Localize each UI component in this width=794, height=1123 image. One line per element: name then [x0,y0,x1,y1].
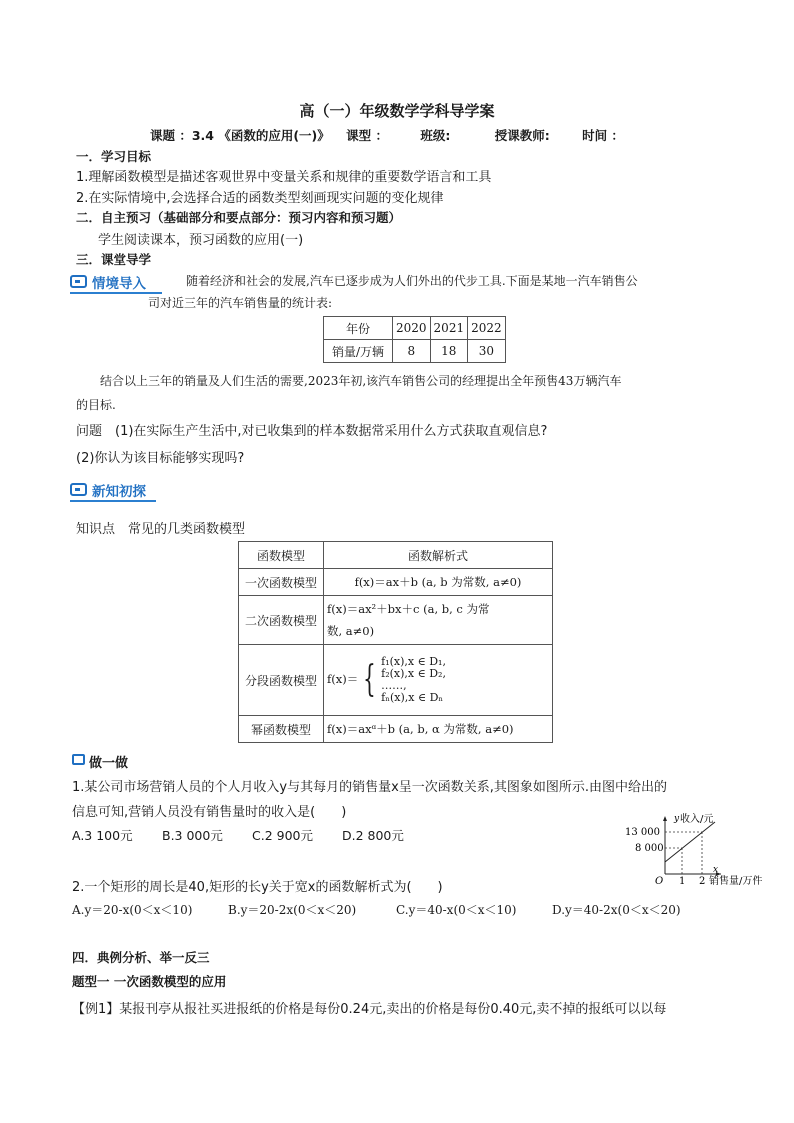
practice-badge-label: 做一做 [89,756,129,771]
sales-row-label-year: 年份 [324,317,393,340]
y-axis-arrow [663,816,667,821]
magnifier-icon [70,483,87,496]
problem-type-1: 题型一 一次函数模型的应用 [72,974,227,989]
section-2-heading: 二．自主预习（基础部分和要点部分：预习内容和预习题） [76,210,402,225]
brace-symbol: { [363,659,376,700]
q2-option-d: D.y＝40-2x(0＜x＜20) [552,903,681,917]
meta-class: 班级: [420,128,451,143]
q2-option-b: B.y＝20-2x(0＜x＜20) [228,903,357,917]
income-line [665,822,715,862]
q2-option-c: C.y＝40-x(0＜x＜10) [396,903,517,917]
model-name: 幂函数模型 [239,716,324,743]
meta-type: 课型 ： [346,128,388,143]
model-name: 分段函数模型 [239,645,324,716]
section-4-heading: 四．典例分析、举一反三 [72,950,210,965]
q1-option-a: A.3 100元 [72,828,133,843]
practice-q1-line2: 信息可知,营销人员没有销售量时的收入是( ) [72,805,347,820]
meta-teacher: 授课教师: [494,128,550,143]
sales-cell: 18 [430,340,468,363]
sales-cell: 30 [468,340,506,363]
case-line: ……, [381,679,407,692]
scenario-badge-label: 情境导入 [92,276,146,292]
preview-text: 学生阅读课本，预习函数的应用(一) [98,233,304,248]
model-formula [324,645,553,716]
goal-2: 2.在实际情境中,会选择合适的函数类型刻画现实问题的变化规律 [76,191,444,206]
income-graph [625,812,775,887]
year-cell: 2021 [430,317,468,340]
income-graph-svg [625,812,775,887]
q1-option-d: D.2 800元 [342,828,404,843]
model-name: 一次函数模型 [239,569,324,596]
year-cell: 2020 [393,317,431,340]
practice-q1-line1: 1.某公司市场营销人员的个人月收入y与其每月的销售量x呈一次函数关系,其图象如图所示.由图中给出的 [72,780,668,795]
explore-badge-label: 新知初探 [92,484,146,500]
formula-line: f(x)＝ax²＋bx＋c (a, b, c 为常 [327,602,490,616]
table-header-model: 函数模型 [239,542,324,569]
x-tick-label: 1 [679,876,686,887]
scenario-line-3: 结合以上三年的销量及人们生活的需要,2023年初,该汽车销售公司的经理提出全年预售43万辆汽车 [100,374,622,388]
sales-cell: 8 [393,340,431,363]
q1-option-b: B.3 000元 [162,828,223,843]
explore-badge [70,480,156,502]
table-header-formula: 函数解析式 [324,542,553,569]
meta-time: 时间 ： [582,128,624,143]
year-cell: 2022 [468,317,506,340]
piecewise-cases [381,656,446,704]
scenario-line-2: 司对近三年的汽车销售量的统计表: [148,296,333,310]
pencil-icon [72,754,85,765]
x-axis-label: 销售量/万件 [709,876,763,887]
q1-option-c: C.2 900元 [252,828,313,843]
scenario-line-4: 的目标. [76,398,116,412]
formula-prefix: f(x)＝ [327,672,359,686]
case-line: f₁(x),x ∈ D₁, [381,655,446,668]
case-line: fₙ(x),x ∈ Dₙ [381,691,444,704]
model-formula [324,596,553,645]
chat-icon [70,275,87,288]
function-model-table [238,541,553,743]
x-axis-name: x [713,865,719,875]
knowledge-point: 知识点 常见的几类函数模型 [76,522,246,537]
meta-topic: 课题 ：3.4 《函数的应用(一)》 [150,128,330,143]
goal-1: 1.理解函数模型是描述客观世界中变量关系和规律的重要数学语言和工具 [76,170,492,185]
sales-row-label-volume: 销量/万辆 [324,340,393,363]
origin-label: O [655,876,664,887]
y-tick-label: 8 000 [635,843,664,854]
practice-q2: 2.一个矩形的周长是40,矩形的长y关于宽x的函数解析式为( ) [72,880,443,895]
case-line: f₂(x),x ∈ D₂, [381,667,446,680]
section-3-heading: 三．课堂导学 [76,252,152,267]
y-axis-label: 收入/元 [680,814,714,825]
scenario-line-1: 随着经济和社会的发展,汽车已逐步成为人们外出的代步工具.下面是某地一汽车销售公 [186,274,638,288]
question-1: 问题 (1)在实际生产生活中,对已收集到的样本数据常采用什么方式获取直观信息? [76,424,548,439]
section-1-heading: 一．学习目标 [76,149,152,164]
example-1: 【例1】某报刊亭从报社买进报纸的价格是每份0.24元,卖出的价格是每份0.40元,卖不掉的报纸可以以每 [72,1002,667,1017]
x-tick-label: 2 [699,876,706,887]
lesson-meta [150,126,624,144]
y-tick-label: 13 000 [625,827,660,838]
sales-table [323,316,506,363]
model-formula: f(x)＝ax＋b (a, b 为常数, a≠0) [324,569,553,596]
scenario-badge [70,272,162,294]
y-axis-name: y [674,814,680,824]
model-name: 二次函数模型 [239,596,324,645]
question-2: (2)你认为该目标能够实现吗? [76,451,245,466]
page-title: 高（一）年级数学学科导学案 [299,102,495,120]
formula-line: 数, a≠0) [327,624,375,638]
model-formula: f(x)＝axᵅ＋b (a, b, α 为常数, a≠0) [324,716,553,743]
q2-option-a: A.y＝20-x(0＜x＜10) [72,903,193,917]
